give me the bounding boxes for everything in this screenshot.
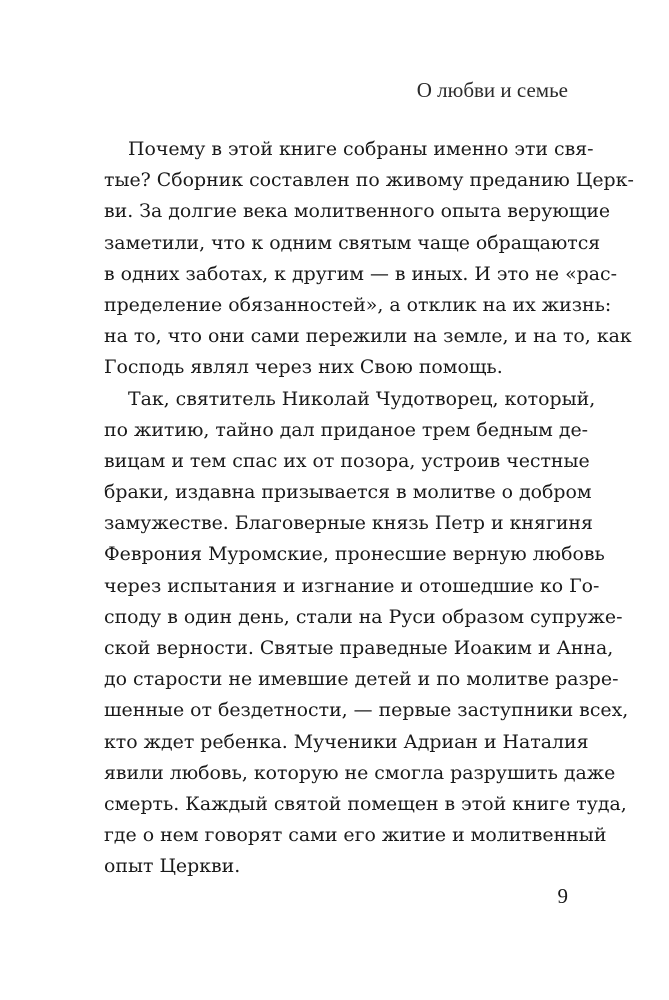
text-line: заметили, что к одним святым чаще обращаются	[104, 231, 601, 254]
body-text	[104, 134, 634, 883]
text-line: Господь являл через них Свою помощь.	[104, 356, 503, 379]
text-line: шенные от бездетности, — первые заступники всех,	[104, 699, 629, 722]
text-line: до старости не имевшие детей и по молитве разре-	[104, 668, 619, 691]
text-line: тые? Сборник составлен по живому преданию Церк-	[104, 169, 634, 192]
text-line: где о нем говорят сами его житие и молитвенный	[104, 824, 607, 847]
text-line: вицам и тем спас их от позора, устроив честные	[104, 449, 590, 472]
text-line: споду в один день, стали на Руси образом супруже-	[104, 605, 623, 628]
text-line: Почему в этой книге собраны именно эти свя-	[128, 138, 594, 160]
text-line: на то, что они сами пережили на земле, и на то, как	[104, 325, 632, 348]
paragraph-2	[104, 384, 629, 883]
page-number: 9	[557, 884, 568, 908]
text-line: смерть. Каждый святой помещен в этой книге туда,	[104, 792, 627, 815]
running-head: О любви и семье	[416, 78, 568, 102]
text-line: кто ждет ребенка. Мученики Адриан и Наталия	[104, 730, 589, 753]
text-line: замужестве. Благоверные князь Петр и княгиня	[104, 512, 593, 535]
text-line: опыт Церкви.	[104, 855, 241, 878]
text-line: пределение обязанностей», а отклик на их жизнь:	[104, 293, 612, 316]
text-line: ской верности. Святые праведные Иоаким и Анна,	[104, 637, 614, 659]
text-line: Феврония Муромские, пронесшие верную любовь	[104, 543, 605, 566]
text-line: явили любовь, которую не смогла разрушить даже	[104, 761, 616, 784]
text-line: по житию, тайно дал приданое трем бедным де-	[104, 418, 589, 441]
text-line: в одних заботах, к другим — в иных. И это не «рас-	[104, 262, 617, 285]
paragraph-1	[104, 134, 634, 384]
text-line: ви. За долгие века молитвенного опыта верующие	[104, 200, 611, 223]
text-line: браки, издавна призывается в молитве о добром	[104, 481, 592, 504]
text-line: Так, святитель Николай Чудотворец, который,	[128, 387, 596, 410]
text-line: через испытания и изгнание и отошедшие ко Го-	[104, 574, 600, 597]
